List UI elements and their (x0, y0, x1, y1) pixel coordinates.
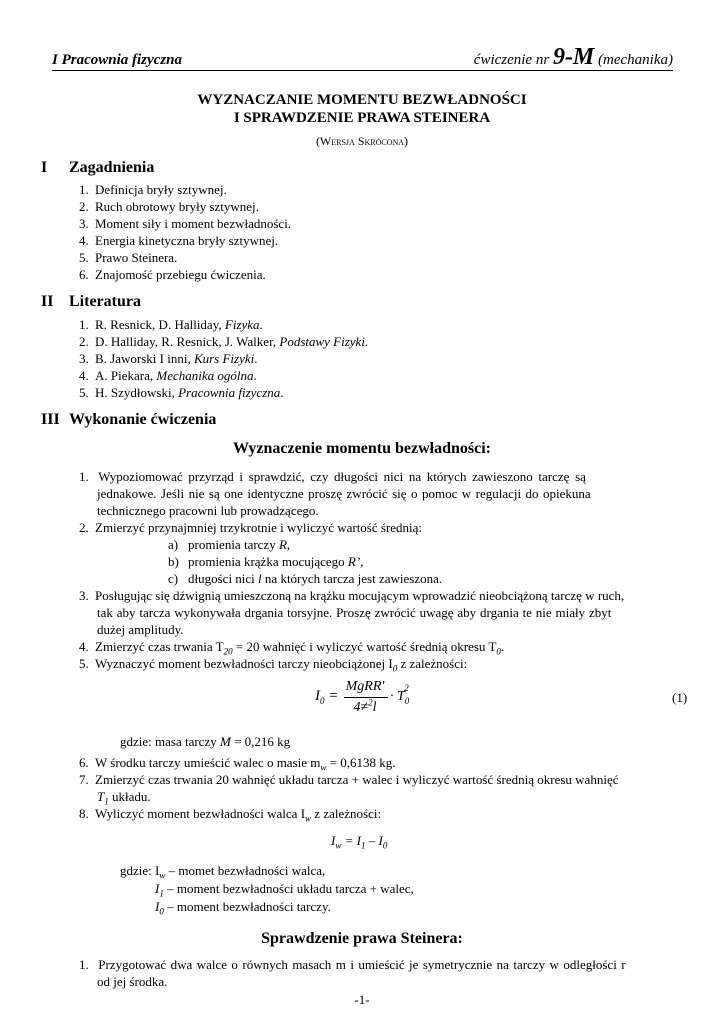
step-3-line-1: 3. Posługując się dźwignią umieszczoną na krążku mocującym wprowadzić nieobciążoną tarczę w ruch, (79, 588, 625, 603)
where-2-line-3: $I_0$ – moment bezwładności tarczy. (155, 899, 331, 917)
equation-1-denominator: 4≠$^2$l (353, 697, 377, 715)
title-line-1: WYZNACZANIE MOMENTU BEZWŁADNOŚCI (197, 92, 527, 108)
equation-1-numerator: MgRR' (345, 679, 385, 694)
step-2a: a) promienia tarczy R, (168, 537, 291, 552)
step-1-line-3: technicznego pracowni lub prowadzącego. (97, 503, 319, 518)
subsection-heading-2: Sprawdzenie prawa Steinera: (261, 930, 463, 947)
where-2-line-1: gdzie: $I_w$ – momet bezwładności walca, (120, 863, 326, 881)
equation-1-lhs: $I_0$ = (315, 688, 339, 706)
list-item: 3. Moment siły i moment bezwładności. (79, 216, 292, 231)
page-header (52, 46, 673, 71)
list-item: 2. Ruch obrotowy bryły sztywnej. (79, 199, 259, 214)
step-3-line-3: dużej amplitudy. (97, 622, 184, 637)
section-heading-2: II Literatura (41, 293, 141, 310)
section-heading-1: I Zagadnienia (41, 159, 155, 176)
step-2c: c) długości nici l na których tarcza jest zawieszona. (168, 571, 443, 586)
equation-1-rhs: · $T_0^2$ (390, 683, 410, 706)
list-item: 4. A. Piekara, Mechanika ogólna. (79, 368, 257, 383)
list-item: 5. H. Szydłowski, Pracownia fizyczna. (79, 385, 284, 400)
lab-name: I Pracownia fizyczna (52, 52, 183, 68)
list-item: 3. B. Jaworski I inni, Kurs Fizyki. (79, 351, 258, 366)
subtitle: (Wersja Skrócona) (315, 134, 409, 148)
list-item: 2. D. Halliday, R. Resnick, J. Walker, Podstawy Fizyki. (79, 334, 369, 349)
step-6: 6. W środku tarczy umieścić walec o masie $m_w = 0,6138$ kg. (79, 755, 396, 773)
step-3-line-2: tak aby tarcza wykonywała drgania torsyjne. Proszę zwrócić uwagę aby drgania te nie miały zbyt (97, 605, 612, 620)
step-4: 4. Zmierzyć czas trwania $T_{20} = 20$ wahnięć i wyliczyć wartość średnią okresu $T_0$. (79, 639, 505, 657)
equation-1-number: (1) (672, 690, 688, 705)
page-number: -1- (354, 992, 370, 1007)
section-heading-3: III Wykonanie ćwiczenia (41, 411, 217, 428)
step-1-line-1: 1. Wypoziomować przyrząd i sprawdzić, czy długości nici na których zawieszono tarczę są (79, 469, 586, 484)
list-item: 1. Definicja bryły sztywnej. (79, 182, 227, 197)
where-mass: gdzie: masa tarczy M = 0,216 kg (120, 734, 291, 749)
steiner-step-1-line-1: 1. Przygotować dwa walce o równych masach m i umieścić je symetrycznie na tarczy w odległości r (79, 957, 626, 972)
step-1-line-2: jednakowe. Jeśli nie są one identyczne proszę zwrócić się o pomoc w regulacji do opiekuna (97, 486, 591, 501)
list-item: 6. Znajomość przebiegu ćwiczenia. (79, 267, 266, 282)
list-item: 5. Prawo Steinera. (79, 250, 178, 265)
step-2b: b) promienia krążka mocującego R’, (168, 554, 364, 569)
list-item: 4. Energia kinetyczna bryły sztywnej. (79, 233, 279, 248)
step-7-line-2: $T_1$ układu. (97, 789, 151, 807)
where-2-line-2: $I_1$ – moment bezwładności układu tarcza + walec, (155, 881, 414, 899)
title-line-2: I SPRAWDZENIE PRAWA STEINERA (233, 110, 491, 126)
step-7-line-1: 7. Zmierzyć czas trwania 20 wahnięć układu tarcza + walec i wyliczyć wartość średnią okresu wahnięć (79, 772, 619, 787)
equation-2: $I_w = I_1 - I_0$ (331, 833, 388, 851)
step-8: 8. Wyliczyć moment bezwładności walca $I_w$ z zależności: (79, 806, 382, 824)
exercise-number: ćwiczenie nr 9-M (mechanika) (473, 44, 673, 70)
steiner-step-1-line-2: od jej środka. (97, 974, 168, 989)
step-5: 5. Wyznaczyć moment bezwładności tarczy nieobciążonej $I_0$ z zależności: (79, 656, 468, 674)
list-item: 1. R. Resnick, D. Halliday, Fizyka. (79, 317, 263, 332)
subsection-heading-1: Wyznaczenie momentu bezwładności: (232, 440, 492, 457)
step-2: 2. Zmierzyć przynajmniej trzykrotnie i wyliczyć wartość średnią: (79, 520, 423, 535)
fraction-bar (344, 697, 388, 698)
